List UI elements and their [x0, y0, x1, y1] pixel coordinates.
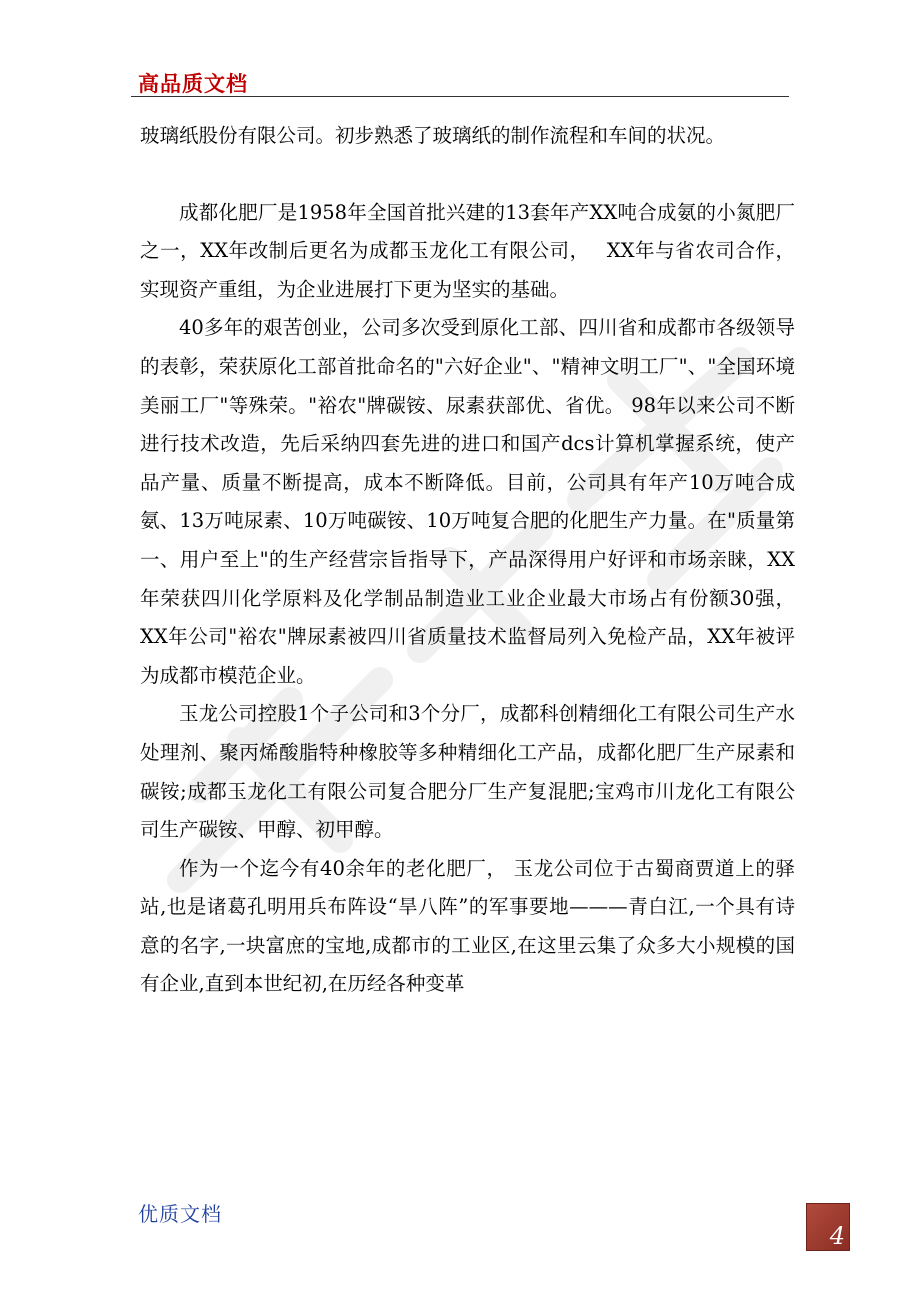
page-number: 4 — [829, 1222, 845, 1250]
paragraph-location: 作为一个迄今有40余年的老化肥厂， 玉龙公司位于古蜀商贾道上的驿站,也是诸葛孔明用兵布阵设“旱八阵”的军事要地———青白江,一个具有诗意的名字,一块富庶的宝地,成都市的工业区,在这里云集了众多大小规模的国有企业,直到本世纪初,在历经各种变革 — [140, 856, 795, 996]
paragraph-subsidiaries: 玉龙公司控股1个子公司和3个分厂，成都科创精细化工有限公司生产水处理剂、聚丙烯酸脂特种橡胶等多种精细化工产品，成都化肥厂生产尿素和碳铵;成都玉龙化工有限公司复合肥分厂生产复混肥;宝鸡市川龙化工有限公司生产碳铵、甲醇、初甲醇。 — [140, 702, 795, 842]
paragraph-honors: 40多年的艰苦创业，公司多次受到原化工部、四川省和成都市各级领导的表彰，荣获原化工部首批命名的"六好企业"、"精神文明工厂"、"全国环境美丽工厂"等殊荣。"裕农"牌碳铵、尿素获部优、省优。 98年以来公司不断进行技术改造，先后采纳四套先进的进口和国产dcs计算机掌握系统，使产品产量、质量不断提高，成本不断降低。目前，公司具有年产10万吨合成氨、13万吨尿素、10万吨碳铵、10万吨复合肥的化肥生产力量。在"质量第一、用户至上"的生产经营宗旨指导下，产品深得用户好评和市场亲睐，XX年荣获四川化学原料及化学制品制造业工业企业最大市场占有份额30强，XX年公司"裕农"牌尿素被四川省质量技术监督局列入免检产品，XX年被评为成都市模范企业。 — [140, 316, 795, 687]
paragraph-gap — [140, 156, 795, 194]
footer-title: 优质文档 — [138, 1202, 222, 1226]
page-number-badge — [806, 1203, 850, 1251]
header-title: 高品质文档 — [138, 72, 248, 96]
paragraph-company-history: 成都化肥厂是1958年全国首批兴建的13套年产XX吨合成氨的小氮肥厂之一，XX年改制后更名为成都玉龙化工有限公司， XX年与省农司合作，实现资产重组，为企业进展打下更为坚实的基础。 — [140, 200, 795, 301]
header-divider — [131, 96, 789, 97]
document-body — [140, 117, 795, 1004]
paragraph-intro: 玻璃纸股份有限公司。初步熟悉了玻璃纸的制作流程和车间的状况。 — [140, 124, 726, 147]
